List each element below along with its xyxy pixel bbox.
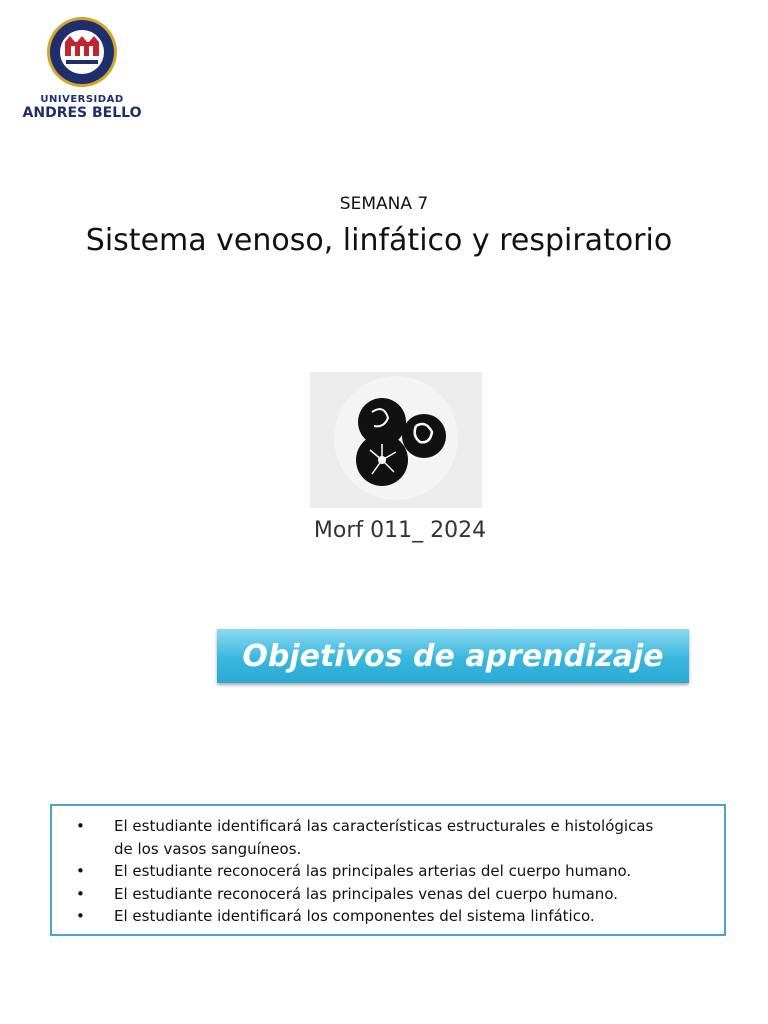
department-seal xyxy=(310,372,482,508)
page-title: Sistema venoso, linfático y respiratorio xyxy=(85,223,673,258)
department-seal-icon xyxy=(310,372,482,508)
university-name-line1: UNIVERSIDAD xyxy=(40,94,124,105)
banner-label: Objetivos de aprendizaje xyxy=(242,638,664,674)
bullet-icon: • xyxy=(76,884,85,903)
objectives-banner xyxy=(217,629,689,683)
bullet-icon: • xyxy=(76,817,85,835)
objective-item: • El estudiante reconocerá las principales venas del cuerpo humano. xyxy=(52,883,724,906)
university-crest-icon xyxy=(42,16,122,92)
course-code: Morf 011_ 2024 xyxy=(313,518,487,543)
university-logo xyxy=(12,16,152,126)
objectives-list xyxy=(52,806,724,928)
university-name-line2: ANDRES BELLO xyxy=(22,105,142,121)
objectives-box xyxy=(50,804,726,936)
week-label: SEMANA 7 xyxy=(339,194,429,214)
bullet-icon: • xyxy=(76,862,85,880)
bullet-icon: • xyxy=(76,907,85,925)
objective-item: • El estudiante reconocerá las principales arterias del cuerpo humano. xyxy=(52,860,724,883)
objective-item: • El estudiante identificará los componentes del sistema linfático. xyxy=(52,905,724,928)
objective-item: • El estudiante identificará las características estructurales e histológicas de los vasos sanguíneos. xyxy=(76,817,654,858)
